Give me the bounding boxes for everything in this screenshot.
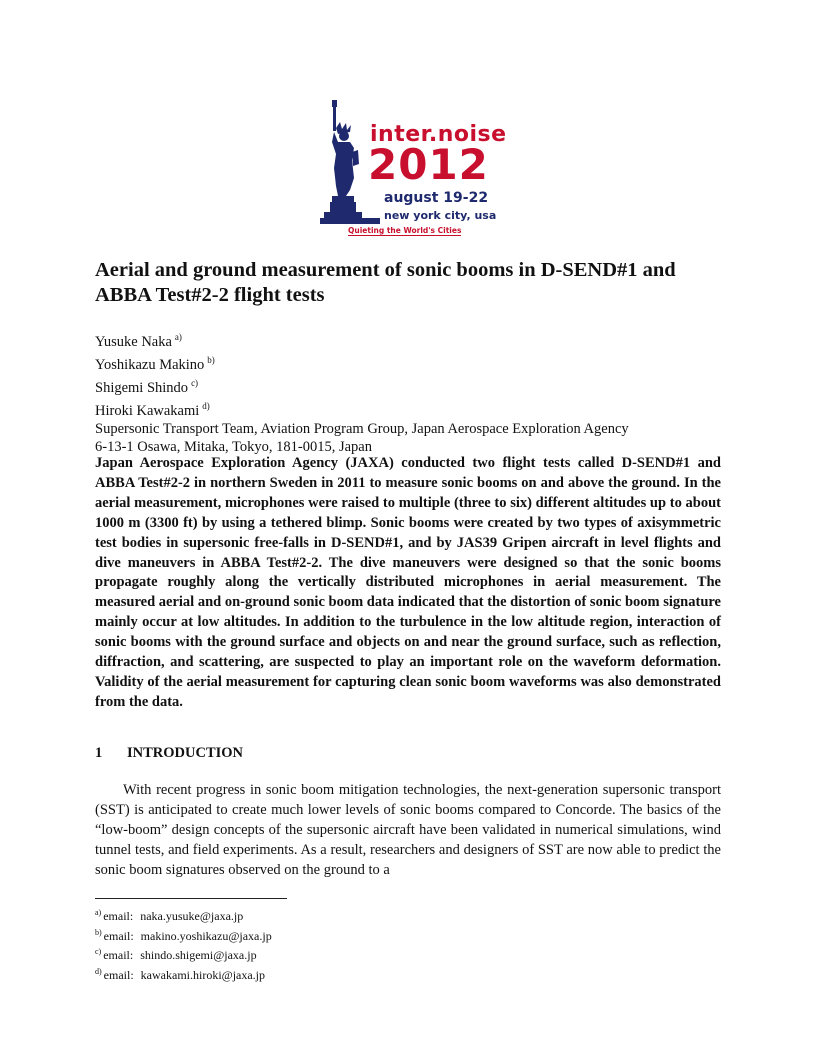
footnote xyxy=(95,964,495,984)
author-mark: a) xyxy=(174,332,182,342)
footnote-mark: a) xyxy=(95,908,102,917)
footnote-mark: b) xyxy=(95,927,102,937)
address: 6-13-1 Osawa, Mitaka, Tokyo, 181-0015, Japan xyxy=(95,439,372,455)
logo-tagline: Quieting the World's Cities xyxy=(348,226,462,235)
logo-brand-text: inter.noise xyxy=(370,122,507,147)
author-name: Yoshikazu Makino xyxy=(95,357,205,373)
section-title: INTRODUCTION xyxy=(127,745,244,761)
footnote-label: email: xyxy=(103,967,134,982)
footnotes xyxy=(95,905,495,983)
logo-dates-text: august 19-22 xyxy=(384,190,489,206)
footnote xyxy=(95,944,495,964)
author-name: Yusuke Naka xyxy=(95,334,172,350)
footnote xyxy=(95,905,495,925)
footnote-email: naka.yusuke@jaxa.jp xyxy=(140,909,244,923)
footnote-email: kawakami.hiroki@jaxa.jp xyxy=(140,967,266,982)
footnote xyxy=(95,925,495,945)
author-mark: b) xyxy=(207,355,215,365)
author-line xyxy=(95,351,735,374)
abstract: Japan Aerospace Exploration Agency (JAXA) conducted two flight tests called D-SEND#1 and ABBA Test#2-2 in northern Sweden in 2011 to measure sonic booms on and above the ground. In the aerial measurement, microphones were raised to multiple (three to six) different altitudes up to about 1000 m (3300 ft) by using a tethered blimp. Sonic booms were created by two types of axisymmetric test bodies in supersonic free-falls in D-SEND#1, and by JAS39 Gripen aircraft in level flights and dive maneuvers in ABBA Test#2-2. The dive maneuvers were designed so that the sonic booms propagate roughly along the vertically distributed microphones in aerial measurement. The measured aerial and on-ground sonic boom data indicated that the distortion of sonic boom signature mainly occur at low altitudes. In addition to the turbulence in the low altitude region, interaction of sonic booms with the ground surface and objects on and near the ground surface, such as reflection, diffraction, and scattering, are suspected to play an important role on the waveform deformation. Validity of the aerial measurement for capturing clean sonic boom waveforms was also demonstrated from the data. xyxy=(95,455,721,710)
section-number: 1 xyxy=(95,745,103,761)
logo-year-text: 2012 xyxy=(368,140,489,189)
footnote-email: shindo.shigemi@jaxa.jp xyxy=(140,948,257,962)
section-heading xyxy=(95,745,243,762)
intro-paragraph: With recent progress in sonic boom mitigation technologies, the next-generation supersonic transport (SST) is anticipated to create much lower levels of sonic booms compared to Concorde. The basics of the “low-boom” design concepts of the supersonic aircraft have been validated in numerical simulations, wind tunnel tests, and field experiments. As a result, researchers and designers of SST are now able to predict the sonic boom signatures observed on the ground to a xyxy=(95,782,721,878)
author-line xyxy=(95,374,735,397)
conference-logo xyxy=(318,98,508,244)
footnote-label: email: xyxy=(103,909,134,923)
author-mark: d) xyxy=(202,401,210,411)
footnote-mark: c) xyxy=(95,947,102,956)
author-mark: c) xyxy=(191,378,199,388)
footnote-mark: d) xyxy=(95,966,102,976)
author-block xyxy=(95,328,735,456)
author-line xyxy=(95,328,735,351)
footnote-email: makino.yoshikazu@jaxa.jp xyxy=(140,928,272,943)
author-line xyxy=(95,397,735,420)
footnote-divider xyxy=(95,898,287,899)
author-name: Hiroki Kawakami xyxy=(95,403,200,419)
author-name: Shigemi Shindo xyxy=(95,380,189,396)
paper-title: Aerial and ground measurement of sonic booms in D-SEND#1 and ABBA Test#2-2 flight tests xyxy=(95,259,676,306)
logo-place-text: new york city, usa xyxy=(384,209,497,222)
affiliation: Supersonic Transport Team, Aviation Program Group, Japan Aerospace Exploration Agency xyxy=(95,421,629,437)
footnote-label: email: xyxy=(103,928,134,943)
footnote-label: email: xyxy=(103,948,134,962)
